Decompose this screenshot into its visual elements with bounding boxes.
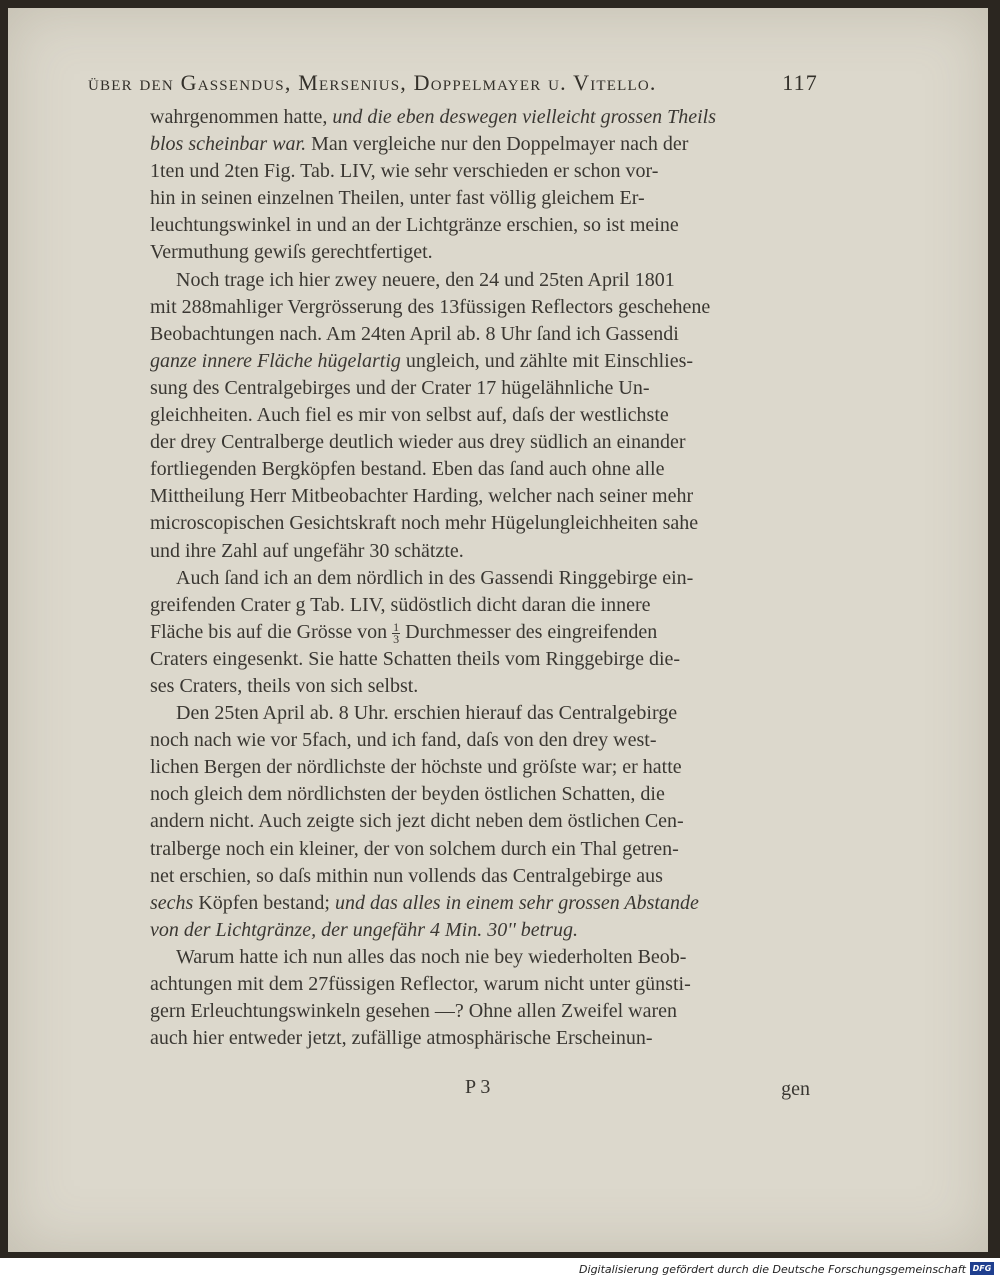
- text-line: 1ten und 2ten Fig. Tab. LIV, wie sehr verschieden er schon vor-: [150, 160, 659, 183]
- fraction: $\frac{1}{3}$: [393, 619, 400, 646]
- signature-mark: P 3: [465, 1076, 491, 1098]
- text-line: auch hier entweder jetzt, zufällige atmosphärische Erscheinun-: [150, 1027, 653, 1050]
- text-line: wahrgenommen hatte, und die eben deswegen vielleicht grossen Theils: [150, 106, 716, 128]
- page-number: 117: [782, 70, 818, 95]
- text-line: Den 25ten April ab. 8 Uhr. erschien hierauf das Centralgebirge: [176, 702, 678, 725]
- paragraph-3: [150, 565, 810, 700]
- text-line: von der Lichtgränze, der ungefähr 4 Min. 30'' betrug.: [150, 918, 578, 941]
- text-line: gern Erleuchtungswinkeln gesehen —? Ohne allen Zweifel waren: [150, 1000, 678, 1023]
- text-line: mit 288mahliger Vergrösserung des 13füssigen Reflectors geschehene: [150, 295, 711, 318]
- text-line: Fläche bis auf die Grösse von $\frac{1}{3}$ Durchmesser des eingreifenden: [150, 619, 658, 646]
- text-line: sechs Köpfen bestand; und das alles in einem sehr grossen Abstande: [150, 891, 699, 914]
- text-line: leuchtungswinkel in und an der Lichtgränze erschien, so ist meine: [150, 214, 679, 237]
- text-line: achtungen mit dem 27füssigen Reflector, warum nicht unter günsti-: [150, 973, 691, 995]
- text-line: der drey Centralberge deutlich wieder aus drey südlich an einander: [150, 431, 686, 454]
- text-line: microscopischen Gesichtskraft noch mehr Hügelungleichheiten sahe: [150, 512, 699, 535]
- credit-bar: [0, 1258, 1000, 1280]
- running-head: [88, 70, 818, 96]
- text-line: Beobachtungen nach. Am 24ten April ab. 8 Uhr ſand ich Gassendi: [150, 322, 679, 345]
- paragraph-4: [150, 700, 810, 944]
- text-line: noch nach wie vor 5fach, und ich fand, daſs von den drey west-: [150, 729, 657, 752]
- text-line: andern nicht. Auch zeigte sich jezt dicht neben dem östlichen Cen-: [150, 810, 684, 833]
- dfg-logo-icon: DFG: [970, 1262, 994, 1275]
- text-line: Auch ſand ich an dem nördlich in des Gassendi Ringgebirge ein-: [176, 566, 694, 589]
- body-text: [150, 104, 810, 1052]
- paragraph-5: [150, 944, 810, 1052]
- text-line: ses Craters, theils von sich selbst.: [150, 674, 419, 697]
- text-line: ganze innere Fläche hügelartig ungleich, und zählte mit Einschlies-: [150, 349, 694, 372]
- text-line: gleichheiten. Auch fiel es mir von selbst auf, daſs der westlichste: [150, 404, 669, 427]
- text-line: net erschien, so daſs mithin nun vollends das Centralgebirge aus: [150, 864, 663, 887]
- text-line: und ihre Zahl auf ungefähr 30 schätzte.: [150, 539, 464, 562]
- text-line: noch gleich dem nördlichsten der beyden östlichen Schatten, die: [150, 783, 665, 806]
- paragraph-2: [150, 267, 810, 565]
- catchword: gen: [781, 1078, 810, 1100]
- credit-text: Digitalisierung gefördert durch die Deutsche Forschungsgemeinschaft: [579, 1263, 966, 1276]
- text-line: blos scheinbar war. Man vergleiche nur den Doppelmayer nach der: [150, 133, 689, 156]
- text-line: greifenden Crater g Tab. LIV, südöstlich dicht daran die innere: [150, 593, 651, 616]
- text-line: fortliegenden Bergköpfen bestand. Eben das ſand auch ohne alle: [150, 458, 665, 481]
- text-line: tralberge noch ein kleiner, der von solchem durch ein Thal getren-: [150, 837, 679, 860]
- text-line: Vermuthung gewiſs gerechtfertiget.: [150, 241, 433, 264]
- text-line: sung des Centralgebirges und der Crater 17 hügelähnliche Un-: [150, 376, 650, 399]
- text-line: Warum hatte ich nun alles das noch nie bey wiederholten Beob-: [176, 945, 687, 968]
- text-line: Noch trage ich hier zwey neuere, den 24 und 25ten April 1801: [176, 268, 675, 291]
- text-line: Mittheilung Herr Mitbeobachter Harding, welcher nach seiner mehr: [150, 485, 694, 508]
- text-line: hin in seinen einzelnen Theilen, unter fast völlig gleichem Er-: [150, 187, 645, 210]
- text-line: Craters eingesenkt. Sie hatte Schatten theils vom Ringgebirge die-: [150, 647, 681, 670]
- running-head-title: über den Gassendus, Mersenius, Doppelmayer u. Vitello.: [88, 70, 657, 95]
- paragraph-1: [150, 104, 810, 267]
- text-line: lichen Bergen der nördlichste der höchste und gröſste war; er hatte: [150, 756, 682, 779]
